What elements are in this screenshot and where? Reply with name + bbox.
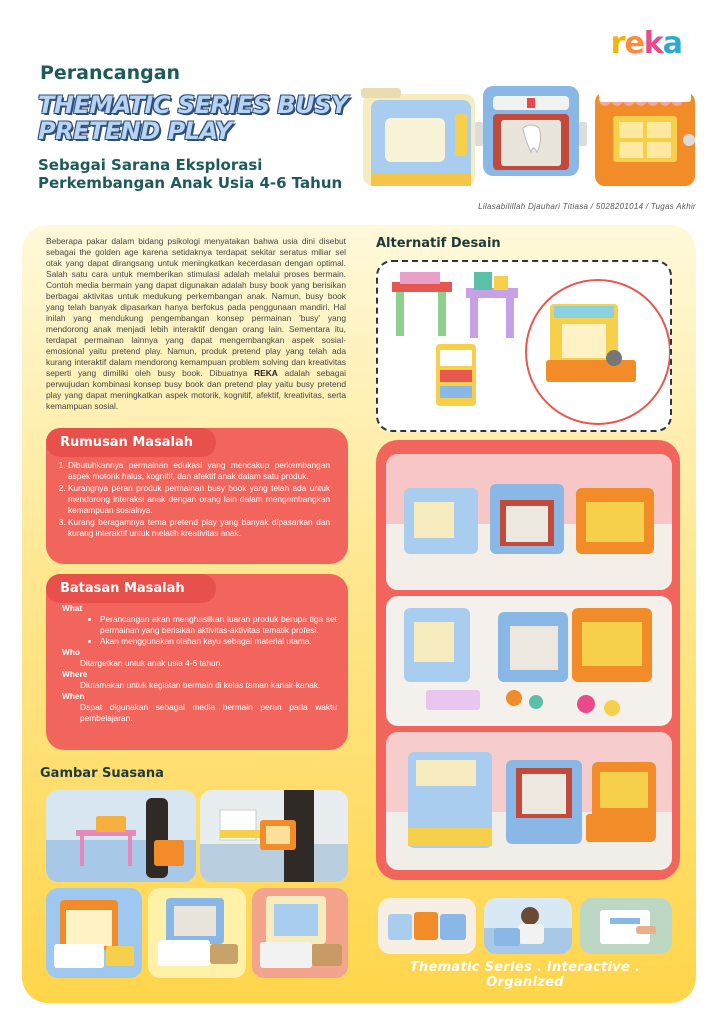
scene-photo-carry [200, 790, 348, 882]
render-three-boxes [386, 454, 672, 590]
list-item: • Akan menggunakan olahan kayu sebagai material utama. [100, 636, 337, 647]
intro-paragraph [46, 236, 346, 412]
brand-name: REKA [254, 368, 278, 378]
intro-text-end: adalah sebagai perwujudan kombinasi konsep busy book dan pretend play yaitu busy pretend play yang dapat meningkatkan aspek motorik, kognitif, afektif, kreativitas, serta kemampuan sosial. [46, 368, 347, 411]
list-item: 2. Kurangnya peran produk permainan busy book yang telah ada untuk mendorong interaksi anak dengan orang lain dalam mengembangkan kemampuan sosialnya. [68, 483, 330, 516]
scene-photo-shop-set [46, 888, 142, 978]
list-item: 3. Kurang beragamnya tema pretend play yang banyak dipasarkan dan kurang interaktif untuk melatih kreativitas anak. [68, 517, 330, 539]
rumusan-masalah-heading: Rumusan Masalah [46, 428, 216, 457]
shop-kit-product [595, 88, 695, 186]
what-label: What [62, 603, 83, 613]
logo-letter: e [624, 26, 644, 61]
logo-letter: k [643, 26, 663, 61]
doctor-kit-product [475, 86, 587, 176]
thumb-product-lineup [378, 898, 476, 954]
hero-product-renders [355, 78, 705, 198]
page-subtitle: Sebagai Sarana Eksplorasi Perkembangan Anak Usia 4-6 Tahun [38, 156, 343, 192]
batasan-body [62, 603, 337, 724]
what-list [62, 614, 337, 647]
author-credit: Lilasabilillah Djauhari Titiasa / 5028201014 / Tugas Akhir [478, 202, 696, 211]
alternatif-desain-frame [376, 260, 672, 432]
who-text: Ditargetkan untuk anak usia 4-6 tahun. [80, 658, 223, 668]
gambar-suasana-heading: Gambar Suasana [40, 766, 164, 781]
when-text: Dapat digunakan sebagai media bermain peran pada waktu pembelajaran. [80, 702, 337, 723]
batasan-masalah-heading: Batasan Masalah [46, 574, 216, 603]
scene-photo-sewing-set [252, 888, 348, 978]
page-title: THEMATIC SERIES BUSY PRETEND PLAY [38, 91, 348, 145]
rumusan-list [68, 460, 330, 540]
render-play-set-contents [386, 596, 672, 726]
list-item: • Perancangan akan menghasilkan luaran produk berupa tiga set permainan yang berisikan aktivitas-aktivitas tematik profesi. [100, 614, 337, 636]
scene-photo-classroom [46, 790, 196, 882]
logo-letter: r [610, 26, 625, 61]
intro-text: Beberapa pakar dalam bidang psikologi menyatakan bahwa usia dini disebut sebagai the golden age karena setidaknya terdapat sekitar seratus miliar sel otak yang dapat dirangsang untuk meningkatkan kecerdasan dengan optimal. Salah satu cara untuk memberikan stimulasi adalah melalui proses bermain. Contoh media bermain yang dapat digunakan adalah busy book yang berisikan berbagai aktivitas untuk medukung perkembangan anak. Namun, busy book yang telah banyak dipasarkan hanya berfokus pada penggunaan mandiri. Hal inilah yang mendukung pengembangan konsep permainan 'busy' yang mendorong anak menjadi lebih interaktif dengan orang lain. Sementara itu, terdapat permainan lainnya yang dapat mengembangkan aspek sosial-emosional yaitu pretend play. Namun, produk pretend play yang telah ada kurang interaktif dalam mendorong kemampuan problem solving dan kreativitas seperti yang dimiliki oleh busy book. Dibuatnya [46, 236, 346, 378]
logo-letter: a [662, 26, 682, 61]
where-label: Where [62, 669, 88, 679]
thumb-child-playing [484, 898, 572, 954]
when-label: When [62, 691, 85, 701]
scene-photo-doctor-set [148, 888, 246, 978]
tagline: Thematic Series . Interactive . Organized [409, 960, 641, 990]
who-label: Who [62, 647, 80, 657]
pre-title: Perancangan [40, 62, 181, 84]
thumb-hands-activity [580, 898, 672, 954]
list-item: 1. Dibutuhkannya permainan edukasi yang mencakup perkembangan aspek motorik halus, kognitif, dan afektif anak dalam satu produk. [68, 460, 330, 482]
alternatif-desain-heading: Alternatif Desain [376, 236, 501, 251]
render-side-view [386, 732, 672, 870]
where-text: Diutamakan untuk kegiatan bermain di kelas taman kanak-kanak. [80, 680, 321, 690]
sewing-kit-product [361, 88, 475, 186]
reka-logo [611, 26, 682, 61]
